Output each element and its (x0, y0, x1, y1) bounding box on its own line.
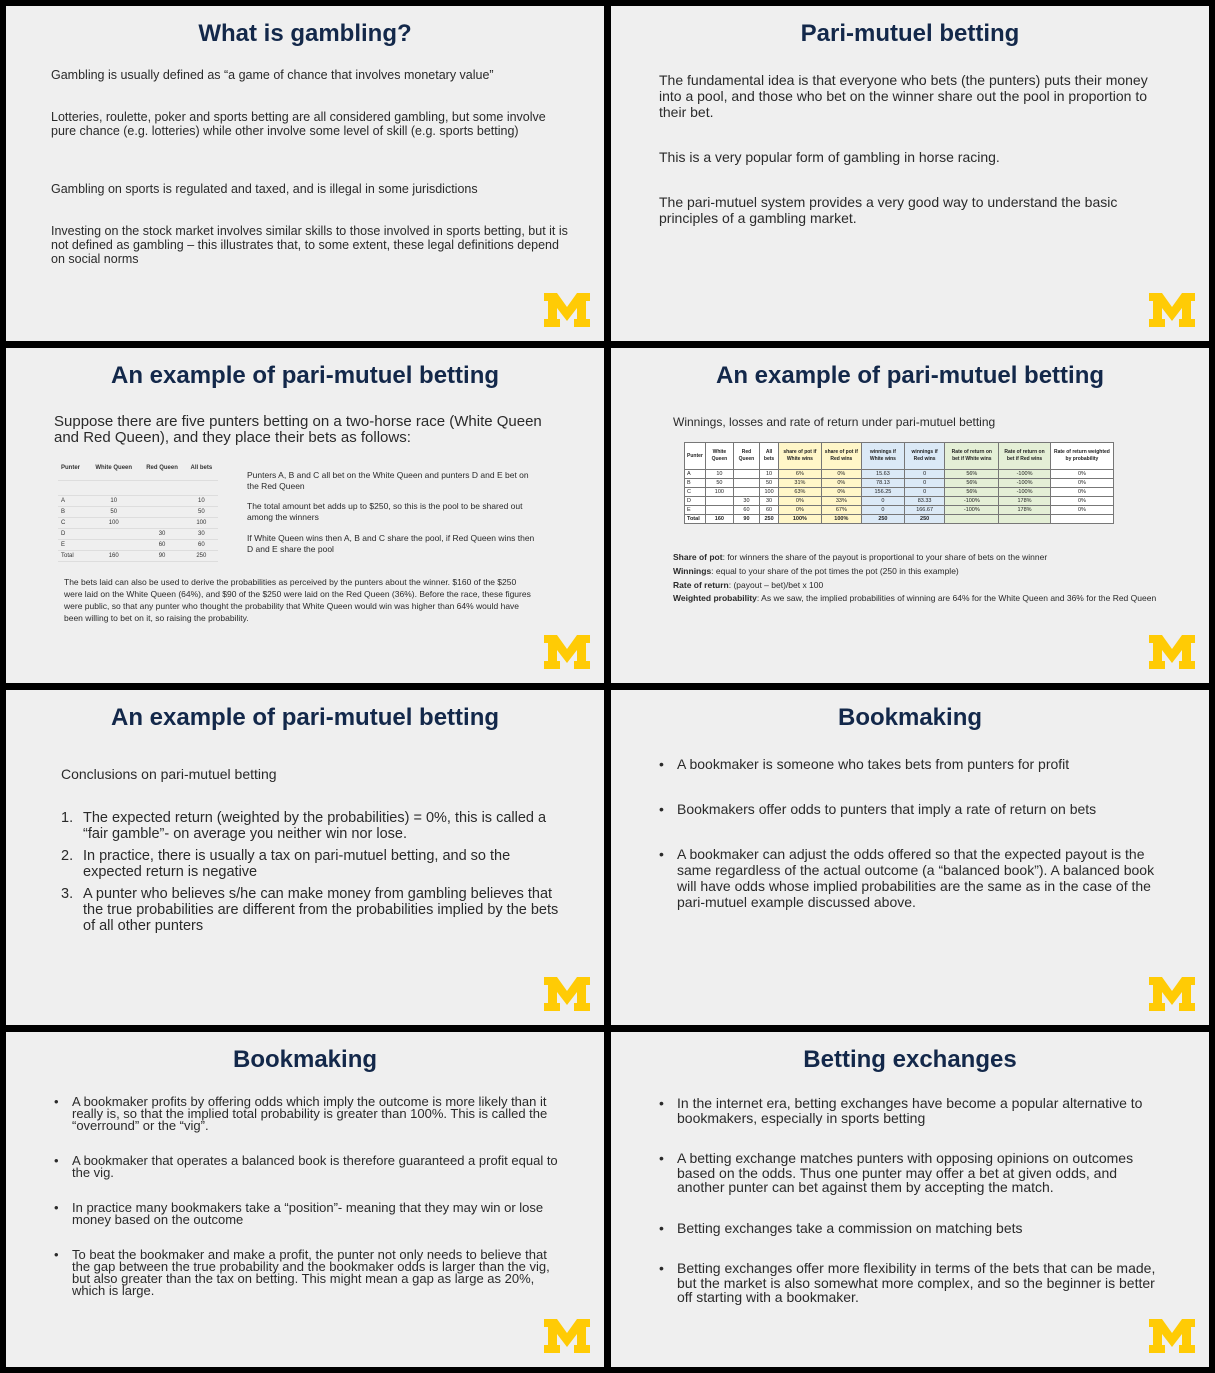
bullet-icon: • (54, 1153, 59, 1168)
paragraph: The fundamental idea is that everyone who bets (the punters) puts their money into a pool, and those who bet on the winner share out the pool in proportion to their bet. (659, 72, 1148, 120)
table-cell: 160 (88, 551, 139, 562)
table-cell: 178% (999, 497, 1051, 506)
paragraph: Lotteries, roulette, poker and sports betting are all considered gambling, but some involve pure chance (e.g. lotteries) while other involve some level of skill (e.g. sports betting) (51, 110, 546, 138)
table-cell: 10 (88, 496, 139, 507)
table-cell: 100% (821, 515, 861, 524)
table-cell: 100 (705, 488, 733, 497)
table-cell (733, 488, 759, 497)
table-cell: 33% (821, 497, 861, 506)
column-header: share of pot if White wins (779, 443, 821, 470)
table-row (685, 506, 1114, 515)
table-cell: 90 (139, 551, 184, 562)
definition-term: Winnings (673, 566, 712, 576)
table-cell: -100% (999, 479, 1051, 488)
slide-bookmaking-2 (6, 1032, 604, 1367)
definition-item (673, 550, 1173, 564)
table-cell: 10 (705, 470, 733, 479)
table-cell: 31% (779, 479, 821, 488)
slide-bookmaking-1 (611, 690, 1209, 1025)
paragraph: The pari-mutuel system provides a very good way to understand the basic principles of a gambling market. (659, 194, 1118, 226)
table-cell (733, 479, 759, 488)
note-text: The total amount bet adds up to $250, so this is the pool to be shared out among the winners (247, 501, 523, 522)
column-header: Punter (58, 464, 88, 481)
column-header: share of pot if Red wins (821, 443, 861, 470)
slide-pari-mutuel-example-1 (6, 348, 604, 683)
slide-title: Pari-mutuel betting (800, 20, 1020, 47)
list-text: A bookmaker that operates a balanced book is therefore guaranteed a profit equal to the vig. (72, 1153, 558, 1180)
table-cell: 15.63 (862, 470, 905, 479)
column-header: White Queen (88, 464, 139, 481)
bullet-icon: • (54, 1247, 59, 1262)
slide-title: An example of pari-mutuel betting (110, 704, 500, 731)
table-cell: 0 (862, 506, 905, 515)
table-cell: 90 (733, 515, 759, 524)
table-cell: C (58, 518, 88, 529)
table-cell: C (685, 488, 706, 497)
table-cell: D (685, 497, 706, 506)
table-row (685, 470, 1114, 479)
block-m-logo (544, 293, 590, 327)
block-m-logo (1149, 1319, 1195, 1353)
list-text: A bookmaker can adjust the odds offered so that the expected payout is the same regardless of the actual outcome (a “balanced book”). A balanced book will have odds whose implied probabilities are the same as in the case of the pari-mutuel example discussed above. (677, 846, 1155, 910)
table-cell: 30 (759, 497, 778, 506)
table-cell: A (58, 496, 88, 507)
table-cell: 178% (999, 506, 1051, 515)
table-cell: 250 (904, 515, 945, 524)
table-cell: 156.25 (862, 488, 905, 497)
table-cell: E (58, 540, 88, 551)
table-cell: 10 (185, 496, 218, 507)
table-cell: 10 (759, 470, 778, 479)
list-item (52, 1249, 562, 1297)
table-row (685, 488, 1114, 497)
list-text: A betting exchange matches punters with opposing opinions on outcomes based on the odds. Thus one punter may offer a bet at given odds, and another punter can bet against them by accepting the match. (677, 1150, 1134, 1195)
footer-text: The bets laid can also be used to derive the probabilities as perceived by the punters about the winner. $160 of the $250 were laid on the White Queen (64%), and $90 of the $250 were laid on the Red Queen (36%). Before the race, these figures were public, so that any punter who thought the probability that White Queen would win was higher than 64% would have been willing to bet on it, so raising the probability. (64, 577, 531, 623)
column-header: All bets (185, 464, 218, 481)
returns-table (684, 442, 1114, 524)
intro-text: Winnings, losses and rate of return under pari-mutuel betting (673, 415, 996, 429)
list-text: In practice many bookmakers take a “position”- meaning that they may win or lose money based on the outcome (72, 1200, 544, 1227)
column-header: Rate of return weighted by probability (1050, 443, 1113, 470)
table-cell: 56% (945, 488, 999, 497)
column-header: winnings if Red wins (904, 443, 945, 470)
table-cell (88, 529, 139, 540)
table-cell (705, 506, 733, 515)
table-cell: 63% (779, 488, 821, 497)
definition-term: Share of pot (673, 552, 723, 562)
table-cell: 50 (88, 507, 139, 518)
table-cell: 0% (779, 497, 821, 506)
table-cell: 160 (705, 515, 733, 524)
table-cell: 0% (1050, 497, 1113, 506)
table-cell: E (685, 506, 706, 515)
definitions (673, 550, 1173, 603)
table-cell: 56% (945, 479, 999, 488)
table-row (58, 518, 218, 529)
list-item (52, 1096, 562, 1132)
slide-what-is-gambling (6, 6, 604, 341)
table-cell: 100 (88, 518, 139, 529)
table-cell: 100 (759, 488, 778, 497)
table-row (685, 515, 1114, 524)
column-header: Red Queen (139, 464, 184, 481)
table-cell: 0% (821, 470, 861, 479)
table-cell: 83.33 (904, 497, 945, 506)
column-header: Red Queen (733, 443, 759, 470)
list-text: Betting exchanges take a commission on matching bets (677, 1219, 1023, 1236)
table-row (58, 496, 218, 507)
definition-item (673, 594, 1173, 603)
table-cell: 50 (759, 479, 778, 488)
bullet-icon: • (659, 1095, 664, 1111)
block-m-logo (544, 977, 590, 1011)
table-cell (139, 496, 184, 507)
block-m-logo (1149, 977, 1195, 1011)
table-cell: 60 (185, 540, 218, 551)
table-row (685, 479, 1114, 488)
table-cell (733, 470, 759, 479)
list-text: A punter who believes s/he can make money from gambling believes that the true probabilities are different from the probabilities implied by the bets of all other punters (83, 886, 559, 934)
bullet-icon: • (54, 1094, 59, 1109)
list-item (52, 1155, 562, 1179)
table-cell: -100% (999, 488, 1051, 497)
table-cell: -100% (945, 506, 999, 515)
column-header: Rate of return on bet if Red wins (999, 443, 1051, 470)
table-cell (139, 507, 184, 518)
table-cell: 100 (185, 518, 218, 529)
slide-title: Bookmaking (837, 704, 983, 731)
table-cell: -100% (945, 497, 999, 506)
list-item (657, 801, 1162, 817)
list-item (657, 1221, 1167, 1236)
table-row (58, 551, 218, 562)
table-cell: A (685, 470, 706, 479)
paragraph: Gambling on sports is regulated and taxed, and is illegal in some jurisdictions (51, 182, 478, 196)
bullet-icon: • (659, 1219, 664, 1236)
definition-text: : As we saw, the implied probabilities of winning are 64% for the White Queen and 36% for the Red Queen (756, 593, 1157, 603)
list-item (657, 846, 1162, 910)
table-cell: 0 (904, 470, 945, 479)
note-text: Punters A, B and C all bet on the White Queen and punters D and E bet on the Red Queen (247, 470, 529, 491)
list-text: The expected return (weighted by the probabilities) = 0%, this is called a “fair gamble”- on average you neither win nor lose. (83, 810, 547, 842)
block-m-logo (544, 1319, 590, 1353)
list-item (657, 1096, 1167, 1125)
table-cell: 30 (733, 497, 759, 506)
slide-title: An example of pari-mutuel betting (715, 362, 1105, 389)
table-cell: 0% (1050, 506, 1113, 515)
table-cell (88, 540, 139, 551)
table-cell: 50 (185, 507, 218, 518)
bullet-icon: • (659, 1260, 664, 1276)
table-cell: 0% (1050, 470, 1113, 479)
definition-item (673, 578, 1173, 592)
column-header: All bets (759, 443, 778, 470)
list-item (52, 1202, 562, 1226)
table-header-row (58, 464, 218, 481)
table-cell: 0% (779, 506, 821, 515)
table-cell: 0% (1050, 479, 1113, 488)
slide-title: Betting exchanges (803, 1046, 1017, 1073)
list-text: A bookmaker is someone who takes bets from punters for profit (677, 756, 1070, 772)
table-cell: 250 (185, 551, 218, 562)
list-number: 2. (61, 848, 74, 864)
table-cell: D (58, 529, 88, 540)
table-cell: 166.67 (904, 506, 945, 515)
slide-title: An example of pari-mutuel betting (110, 362, 500, 389)
paragraph: This is a very popular form of gambling in horse racing. (659, 149, 1000, 165)
table-cell: 0 (862, 497, 905, 506)
column-header: winnings if White wins (862, 443, 905, 470)
definition-item (673, 564, 1173, 578)
slide-title: What is gambling? (198, 20, 412, 47)
list-text: Bookmakers offer odds to punters that imply a rate of return on bets (677, 801, 1097, 817)
list-text: In practice, there is usually a tax on pari-mutuel betting, and so the expected return is negative (83, 848, 511, 880)
slide-betting-exchanges (611, 1032, 1209, 1367)
list-number: 1. (61, 810, 74, 826)
slide-pari-mutuel-conclusions (6, 690, 604, 1025)
column-header: Punter (685, 443, 706, 470)
bullet-icon: • (659, 801, 664, 817)
table-cell: 0 (904, 488, 945, 497)
list-item (657, 1261, 1167, 1305)
definition-text: : for winners the share of the payout is proportional to your share of bets on the winner (722, 552, 1048, 562)
list-item (61, 848, 561, 880)
list-text: To beat the bookmaker and make a profit, the punter not only needs to believe that the gap between the true probability and the bookmaker odds is larger than the vig, but also greater than the tax on betting. This might mean a gap as large as 20%, which is large. (72, 1247, 550, 1298)
list-item (657, 756, 1162, 772)
definition-term: Weighted probability (673, 593, 757, 603)
table-row (58, 507, 218, 518)
bullet-list (657, 756, 1162, 910)
table-cell: 60 (139, 540, 184, 551)
column-header: White Queen (705, 443, 733, 470)
table-cell: 250 (862, 515, 905, 524)
bullet-icon: • (659, 756, 664, 772)
column-header: Rate of return on bet if White wins (945, 443, 999, 470)
table-row (58, 540, 218, 551)
table-cell: 100% (779, 515, 821, 524)
table-cell (139, 518, 184, 529)
table-cell: 0% (1050, 488, 1113, 497)
table-cell: Total (685, 515, 706, 524)
list-number: 3. (61, 886, 74, 902)
block-m-logo (1149, 293, 1195, 327)
definition-term: Rate of return (673, 580, 729, 590)
table-cell: B (58, 507, 88, 518)
table-cell (999, 515, 1051, 524)
table-cell: 0% (821, 488, 861, 497)
table-cell: 60 (733, 506, 759, 515)
table-cell: 67% (821, 506, 861, 515)
paragraph: Investing on the stock market involves similar skills to those involved in sports betting, but it is not defined as gambling – this illustrates that, to some extent, these legal definitions depend on social norms (51, 224, 568, 266)
list-text: In the internet era, betting exchanges have become a popular alternative to bookmakers, especially in sports betting (677, 1095, 1143, 1126)
block-m-logo (544, 635, 590, 669)
slide-title: Bookmaking (232, 1046, 378, 1073)
conclusions-list (61, 810, 561, 940)
table-cell: 30 (139, 529, 184, 540)
table-cell: 56% (945, 470, 999, 479)
block-m-logo (1149, 635, 1195, 669)
table-cell: 60 (759, 506, 778, 515)
table-cell: 50 (705, 479, 733, 488)
table-cell (945, 515, 999, 524)
table-cell (1050, 515, 1113, 524)
table-cell: 0% (821, 479, 861, 488)
slide-pari-mutuel-example-2 (611, 348, 1209, 683)
table-cell: 250 (759, 515, 778, 524)
slide-pari-mutuel-betting (611, 6, 1209, 341)
table-cell (705, 497, 733, 506)
paragraph: Gambling is usually defined as “a game of chance that involves monetary value” (51, 68, 494, 82)
list-item (61, 886, 561, 934)
table-cell: 6% (779, 470, 821, 479)
table-cell: 0 (904, 479, 945, 488)
definition-text: : equal to your share of the pot times the pot (250 in this example) (711, 566, 959, 576)
list-item (657, 1151, 1167, 1195)
intro-text: Suppose there are five punters betting on a two-horse race (White Queen and Red Queen), and they place their bets as follows: (54, 413, 542, 446)
table-row (685, 497, 1114, 506)
bullet-icon: • (659, 1150, 664, 1166)
bullet-icon: • (659, 846, 664, 862)
bullet-icon: • (54, 1200, 59, 1215)
bullet-list (52, 1096, 562, 1297)
list-text: Betting exchanges offer more flexibility in terms of the bets that can be made, but the market is also somewhat more complex, and so the beginner is better off starting with a bookmaker. (677, 1260, 1156, 1305)
list-item (61, 810, 561, 842)
table-cell: -100% (999, 470, 1051, 479)
table-row (58, 529, 218, 540)
definition-text: : (payout – bet)/bet x 100 (728, 580, 824, 590)
list-text: A bookmaker profits by offering odds which imply the outcome is more likely than it really is, so that the implied total probability is greater than 100%. This is called the “overround” or the “vig”. (72, 1094, 548, 1133)
table-cell: 30 (185, 529, 218, 540)
note-text: If White Queen wins then A, B and C share the pool, if Red Queen wins then D and E share the pool (247, 533, 535, 554)
table-cell: Total (58, 551, 88, 562)
table-header-row (685, 443, 1114, 470)
bets-table (58, 464, 218, 562)
bullet-list (657, 1096, 1167, 1305)
intro-text: Conclusions on pari-mutuel betting (61, 766, 277, 782)
table-cell: 78.13 (862, 479, 905, 488)
table-cell: B (685, 479, 706, 488)
